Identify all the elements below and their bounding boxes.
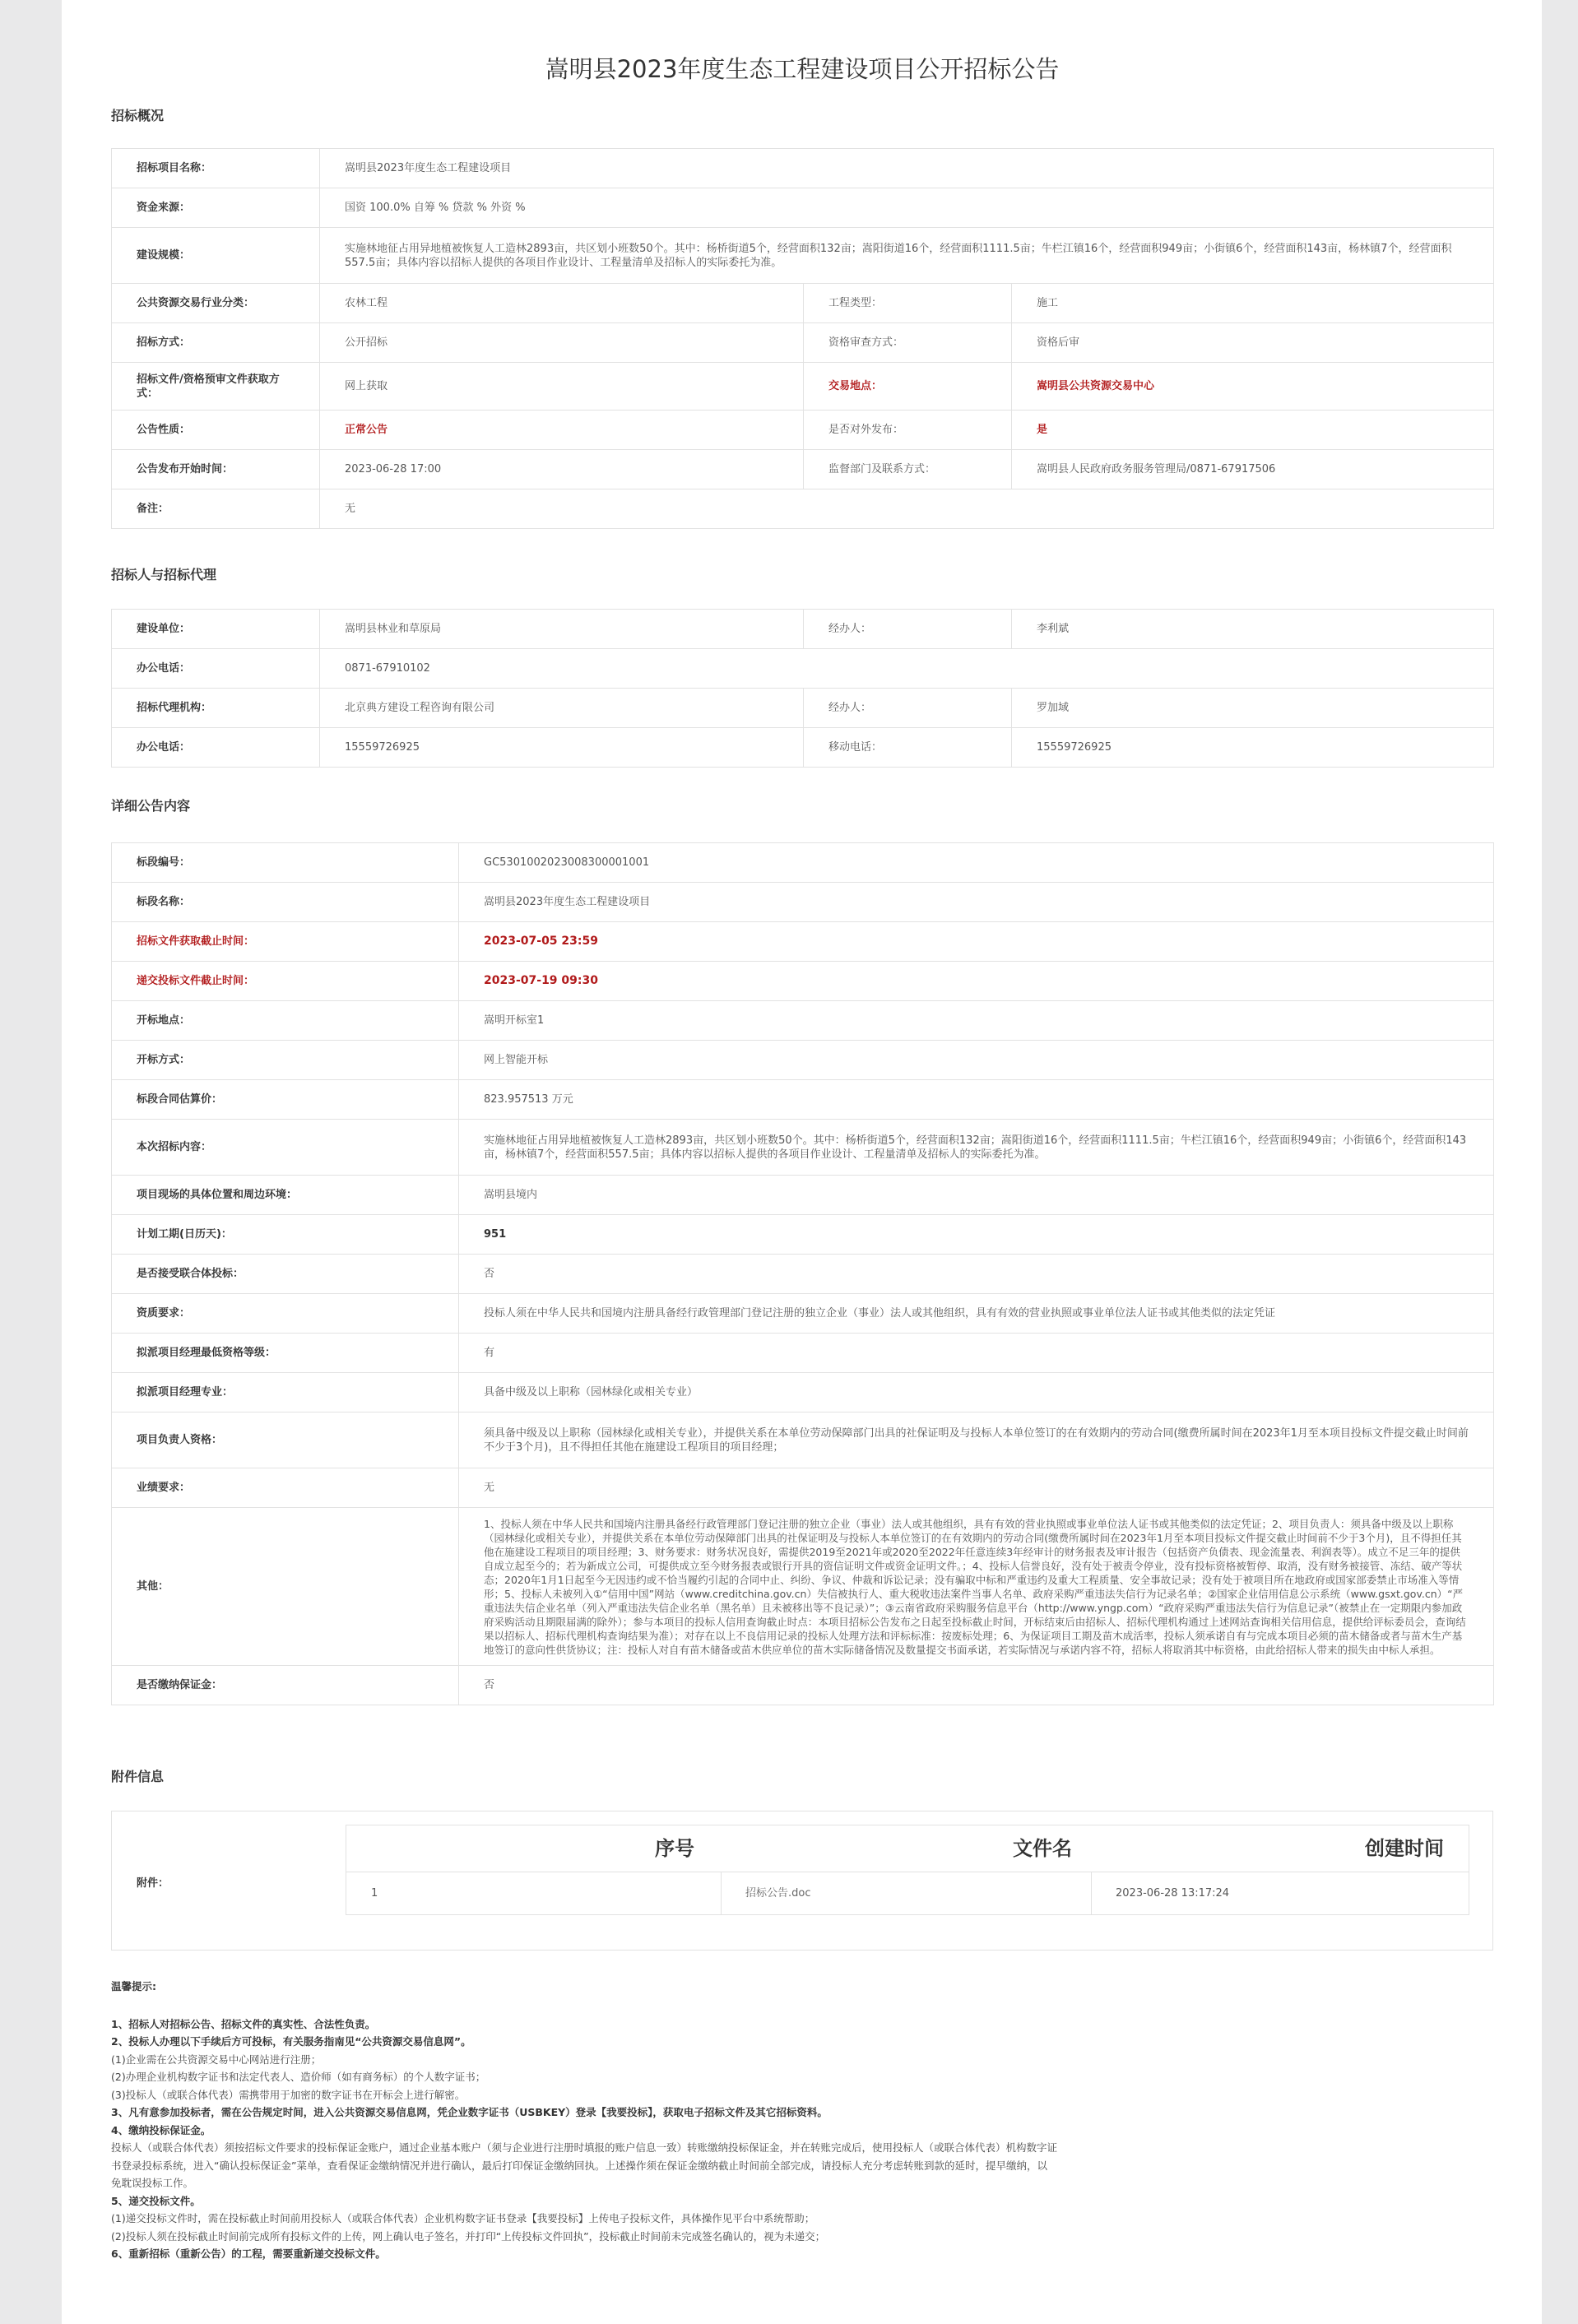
- supervisor: 嵩明县人民政府政务服务管理局/0871-67917506: [1012, 450, 1494, 489]
- section-heading-detail: 详细公告内容: [111, 798, 191, 814]
- handler: 李利斌: [1012, 610, 1494, 649]
- column-divider: [721, 1872, 722, 1914]
- row-value: 无: [459, 1468, 1494, 1508]
- row-value: 具备中级及以上职称（园林绿化或相关专业）: [459, 1373, 1494, 1412]
- row-label: 工程类型：: [804, 284, 1012, 323]
- row-label: 拟派项目经理专业：: [112, 1373, 459, 1412]
- row-value: 嵩明县境内: [459, 1176, 1494, 1215]
- row-label: 公共资源交易行业分类：: [112, 284, 320, 323]
- note-line: (2)办理企业机构数字证书和法定代表人、造价师（如有商务标）的个人数字证书；: [111, 2071, 486, 2083]
- table-row: [112, 1176, 1494, 1215]
- row-value: GC5301002023008300001001: [459, 843, 1494, 883]
- row-label: 开标地点：: [112, 1001, 459, 1041]
- row-label: 标段编号：: [112, 843, 459, 883]
- table-row: [112, 1120, 1494, 1176]
- table-row: [112, 1334, 1494, 1373]
- agent-handler: 罗加域: [1012, 689, 1494, 728]
- table-row: [112, 610, 1494, 649]
- note-line: (2)投标人须在投标截止时间前完成所有投标文件的上传，网上确认电子签名，并打印“上传投标文件回执”，投标截止时间前未完成签名确认的，视为未递交；: [111, 2229, 826, 2243]
- row-label: 是否缴纳保证金：: [112, 1666, 459, 1705]
- row-label: 招标文件获取截止时间：: [112, 922, 459, 962]
- page-title: 嵩明县2023年度生态工程建设项目公开招标公告: [545, 55, 1060, 83]
- doc-deadline: 2023-07-05 23:59: [459, 922, 1494, 962]
- table-row: [112, 1412, 1494, 1468]
- note-line: (3)投标人（或联合体代表）需携带用于加密的数字证书在开标会上进行解密。: [111, 2088, 466, 2101]
- table-row: [112, 1215, 1494, 1255]
- note-line: 1、招标人对招标公告、招标文件的真实性、合法性负责。: [111, 2017, 376, 2030]
- row-label: 招标代理机构：: [112, 689, 320, 728]
- column-header: 创建时间: [1365, 1837, 1444, 1860]
- row-label: 本次招标内容：: [112, 1120, 459, 1176]
- row-label: 交易地点：: [804, 363, 1012, 411]
- note-line: 6、重新招标（重新公告）的工程，需要重新递交投标文件。: [111, 2247, 386, 2260]
- row-value: 网上智能开标: [459, 1041, 1494, 1080]
- detail-table: [111, 842, 1494, 1705]
- row-label: 招标方式：: [112, 323, 320, 363]
- notice-nature: 正常公告: [320, 411, 804, 450]
- public-release: 是: [1012, 411, 1494, 450]
- note-line: 投标人（或联合体代表）须按招标文件要求的投标保证金账户，通过企业基本账户（须与企业进行注册时填报的账户信息一致）转账缴纳投标保证金，并在转账完成后，使用投标人（或联合体代表）机构数字证: [111, 2141, 1058, 2154]
- column-divider: [1091, 1872, 1092, 1914]
- mobile-phone: 15559726925: [1012, 728, 1494, 768]
- attachment-time: 2023-06-28 13:17:24: [1116, 1887, 1230, 1900]
- column-header: 序号: [655, 1837, 694, 1860]
- parties-table: [111, 609, 1494, 768]
- table-row: [112, 1041, 1494, 1080]
- row-label: 经办人：: [804, 689, 1012, 728]
- attachment-box: [111, 1811, 1493, 1951]
- table-row: [112, 284, 1494, 323]
- table-row: [112, 922, 1494, 962]
- construction-unit: 嵩明县林业和草原局: [320, 610, 804, 649]
- row-label: 其他：: [112, 1508, 459, 1666]
- table-row: [112, 1294, 1494, 1334]
- attachment-label: 附件：: [137, 1877, 169, 1890]
- row-label: 项目负责人资格：: [112, 1412, 459, 1468]
- row-label: 公告发布开始时间：: [112, 450, 320, 489]
- attachment-no: 1: [371, 1887, 378, 1900]
- notes-heading: 温馨提示:: [111, 1980, 156, 1992]
- row-label: 业绩要求：: [112, 1468, 459, 1508]
- row-value: 1、投标人须在中华人民共和国境内注册具备经行政管理部门登记注册的独立企业（事业）法人或其他组织，具有有效的营业执照或事业单位法人证书或其他类似的法定凭证；2、项目负责人：须具备中级及以上职称（园林绿化或相关专业），并提供关系在本单位劳动保障部门出具的社保证明及与投标人本单位签订的在有效期内的劳动合同(缴费所属时间在2023年1月至本项目投标文件提交截止时间前不少于3个月)，且不得担任其他在施建设工程项目的项目经理；3、财务要求：财务状况良好，需提供2019至2021年或2020至2022年任意连续3年经审计的财务报表及审计报告（包括资产负债表、现金流量表、利润表等）。成立不足三年的提供自成立起至今的；若为新成立公司，可提供成立至今财务报表或银行开具的资信证明文件或资金证明文件。；4、投标人信誉良好，没有处于被责令停业，没有投标资格被暂停、取消，没有财务被接管、冻结、破产等状态；2020年1月1日起至今无因违约或不恰当履约引起的合同中止、纠纷、争议、仲裁和诉讼记录；没有骗取中标和严重违约及重大工程质量、安全事故记录；没有处于被项目所在地政府或国家部委禁止市场准入等情形；5、投标人未被列入①“信用中国”网站（www.creditchina.gov.cn）失信被执行人、重大税收违法案件当事人名单、政府采购严重违法失信行为记录名单；②国家企业信用信息公示系统（www.gsxt.gov.cn）“严重违法失信企业名单（列入严重违法失信企业名单（黑名单）且未被移出等不良记录）”；③云南省政府采购服务信息平台（http://www.yngp.com）“政府采购严重违法失信行为信息记录”（被禁止在一定期限内参加政府采购活动且期限届满的除外）；参与本项目的投标人信用查询截止时点：本项目招标公告发布之日起至投标截止时间，开标结束后由招标人、招标代理机构通过上述网站查询相关信用信息，提供给评标委员会，查询结果以招标人、招标代理机构查询结果为准）；对存在以上不良信用记录的投标人处理方法和评标标准：按废标处理；6、为保证项目工期及苗木成活率，投标人须承诺自有与完成本项目必须的苗木储备或者与苗木生产基地签订的意向性供货协议；注：投标人对自有苗木储备或苗木供应单位的苗木实际储备情况及数量提交书面承诺，若实际情况与承诺内容不符，招标人将取消其中标资格，由此给招标人带来的损失由中标人承担。: [459, 1508, 1494, 1666]
- remark: 无: [320, 489, 1494, 529]
- note-line: (1)企业需在公共资源交易中心网站进行注册；: [111, 2053, 322, 2066]
- row-value: 951: [459, 1215, 1494, 1255]
- table-row: [112, 883, 1494, 922]
- industry: 农林工程: [320, 284, 804, 323]
- row-label: 建设规模：: [112, 228, 320, 284]
- row-value: 否: [459, 1666, 1494, 1705]
- row-label: 拟派项目经理最低资格等级：: [112, 1334, 459, 1373]
- table-row: [112, 689, 1494, 728]
- attachment-table: [346, 1825, 1469, 1915]
- table-row: [112, 962, 1494, 1001]
- publish-start: 2023-06-28 17:00: [320, 450, 804, 489]
- row-label: 计划工期(日历天)：: [112, 1215, 459, 1255]
- attachment-row: [346, 1872, 1469, 1914]
- row-value: 嵩明开标室1: [459, 1001, 1494, 1041]
- table-row: [112, 489, 1494, 529]
- section-heading-overview: 招标概况: [111, 108, 165, 123]
- row-value: 有: [459, 1334, 1494, 1373]
- engineering-type: 施工: [1012, 284, 1494, 323]
- notes-lines: [111, 2016, 1493, 2263]
- trade-place: 嵩明县公共资源交易中心: [1012, 363, 1494, 411]
- agent-org: 北京典方建设工程咨询有限公司: [320, 689, 804, 728]
- column-header: 文件名: [1013, 1837, 1072, 1860]
- row-label: 开标方式：: [112, 1041, 459, 1080]
- row-label: 建设单位：: [112, 610, 320, 649]
- table-row: [112, 1666, 1494, 1705]
- table-row: [112, 1255, 1494, 1294]
- attachment-header: [346, 1825, 1469, 1872]
- doc-get-method: 网上获取: [320, 363, 804, 411]
- row-label: 资质要求：: [112, 1294, 459, 1334]
- note-line: 书登录投标系统，进入“确认投标保证金”菜单，查看保证金缴纳情况并进行确认，最后打印保证金缴纳回执。上述操作须在保证金缴纳截止时间前全部完成，请投标人充分考虑转账到款的延时，提早缴纳，以: [111, 2159, 1047, 2172]
- row-label: 备注：: [112, 489, 320, 529]
- row-label: 资格审查方式：: [804, 323, 1012, 363]
- row-label: 递交投标文件截止时间：: [112, 962, 459, 1001]
- row-label: 资金来源：: [112, 188, 320, 228]
- row-value: 否: [459, 1255, 1494, 1294]
- table-row: [112, 843, 1494, 883]
- note-line: 5、递交投标文件。: [111, 2194, 201, 2207]
- row-value: 823.957513 万元: [459, 1080, 1494, 1120]
- fund-source: 国资 100.0% 自筹 % 贷款 % 外资 %: [320, 188, 1494, 228]
- bid-deadline: 2023-07-19 09:30: [459, 962, 1494, 1001]
- row-label: 监督部门及联系方式：: [804, 450, 1012, 489]
- table-row: [112, 149, 1494, 188]
- note-line: 4、缴纳投标保证金。: [111, 2123, 211, 2136]
- notes-block: [111, 1978, 1493, 2263]
- table-row: [112, 450, 1494, 489]
- note-line: 免耽误投标工作。: [111, 2177, 194, 2189]
- table-row: [112, 649, 1494, 689]
- row-value: 须具备中级及以上职称（园林绿化或相关专业），并提供关系在本单位劳动保障部门出具的社保证明及与投标人本单位签订的在有效期内的劳动合同(缴费所属时间在2023年1月至本项目投标文件提交截止时间前不少于3个月)，且不得担任其他在施建设工程项目的项目经理；: [459, 1412, 1494, 1468]
- row-value: 实施林地征占用异地植被恢复人工造林2893亩，共区划小班数50个。其中：杨桥街道5个，经营面积132亩；嵩阳街道16个，经营面积1111.5亩；牛栏江镇16个，经营面积949亩；小街镇6个，经营面积143亩，杨林镇7个，经营面积557.5亩；具体内容以招标人提供的各项目作业设计、工程量清单及招标人的实际委托为准。: [459, 1120, 1494, 1176]
- table-row: [112, 1001, 1494, 1041]
- attachment-file-link[interactable]: 招标公告.doc: [745, 1887, 811, 1900]
- table-row: [112, 1373, 1494, 1412]
- row-label: 是否对外发布：: [804, 411, 1012, 450]
- office-phone: 0871-67910102: [320, 649, 1494, 689]
- table-row: [112, 1080, 1494, 1120]
- table-row: [112, 323, 1494, 363]
- tender-method: 公开招标: [320, 323, 804, 363]
- row-label: 经办人：: [804, 610, 1012, 649]
- table-row: [112, 411, 1494, 450]
- row-label: 办公电话：: [112, 649, 320, 689]
- row-label: 移动电话：: [804, 728, 1012, 768]
- page-card: [62, 0, 1542, 2324]
- review-method: 资格后审: [1012, 323, 1494, 363]
- row-label: 公告性质：: [112, 411, 320, 450]
- row-label: 招标项目名称：: [112, 149, 320, 188]
- note-line: (1)递交投标文件时，需在投标截止时间前用投标人（或联合体代表）企业机构数字证书登录【我要投标】上传电子投标文件，具体操作见平台中系统帮助；: [111, 2212, 815, 2224]
- note-line: 2、投标人办理以下手续后方可投标，有关服务指南见“公共资源交易信息网”。: [111, 2035, 471, 2048]
- row-label: 办公电话：: [112, 728, 320, 768]
- section-heading-attachments: 附件信息: [111, 1769, 165, 1784]
- overview-table: [111, 148, 1494, 529]
- table-row: [112, 228, 1494, 284]
- table-row: [112, 1508, 1494, 1666]
- table-row: [112, 1468, 1494, 1508]
- row-label: 项目现场的具体位置和周边环境：: [112, 1176, 459, 1215]
- row-label: 招标文件/资格预审文件获取方式：: [112, 363, 320, 411]
- table-row: [112, 728, 1494, 768]
- project-name: 嵩明县2023年度生态工程建设项目: [320, 149, 1494, 188]
- construction-scale: 实施林地征占用异地植被恢复人工造林2893亩，共区划小班数50个。其中：杨桥街道5个，经营面积132亩；嵩阳街道16个，经营面积1111.5亩；牛栏江镇16个，经营面积949亩；小街镇6个，经营面积143亩，杨林镇7个，经营面积557.5亩；具体内容以招标人提供的各项目作业设计、工程量清单及招标人的实际委托为准。: [320, 228, 1494, 284]
- note-line: 3、凡有意参加投标者，需在公告规定时间，进入公共资源交易信息网，凭企业数字证书（USBKEY）登录【我要投标】，获取电子招标文件及其它招标资料。: [111, 2106, 828, 2118]
- row-value: 嵩明县2023年度生态工程建设项目: [459, 883, 1494, 922]
- row-label: 标段合同估算价：: [112, 1080, 459, 1120]
- table-row: [112, 363, 1494, 411]
- section-heading-parties: 招标人与招标代理: [111, 567, 217, 582]
- table-row: [112, 188, 1494, 228]
- agent-office-phone: 15559726925: [320, 728, 804, 768]
- row-value: 投标人须在中华人民共和国境内注册具备经行政管理部门登记注册的独立企业（事业）法人或其他组织，具有有效的营业执照或事业单位法人证书或其他类似的法定凭证: [459, 1294, 1494, 1334]
- row-label: 标段名称：: [112, 883, 459, 922]
- row-label: 是否接受联合体投标：: [112, 1255, 459, 1294]
